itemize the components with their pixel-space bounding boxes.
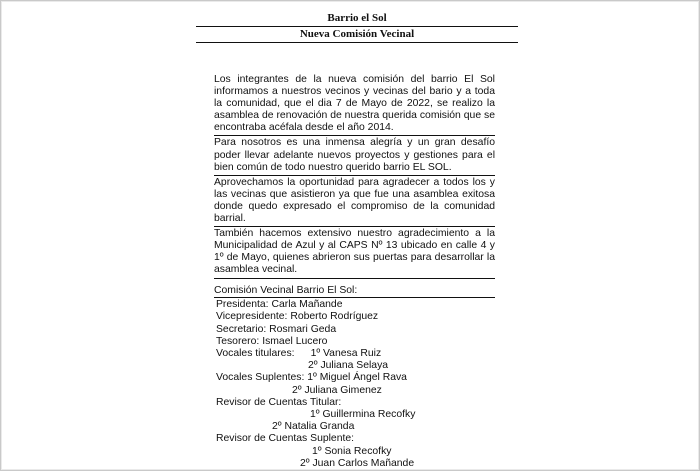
treasurer: Tesorero: Ismael Lucero [216,335,328,347]
vocales-suplentes-second: 2º Juliana Gimenez [292,384,382,396]
secretary: Secretario: Rosmari Geda [216,323,337,335]
page-subtitle: Nueva Comisión Vecinal [299,28,415,40]
president: Presidenta: Carla Mañande [216,299,343,311]
vocales-titulares-label: Vocales titulares: [216,348,295,360]
revisor-titular-second: 2º Natalia Granda [272,421,355,433]
vice-president: Vicepresidente: Roberto Rodríguez [216,311,379,323]
revisor-suplente-label: Revisor de Cuentas Suplente: [216,433,355,445]
revisor-titular-label: Revisor de Cuentas Titular: [216,396,342,408]
revisor-suplente-second: 2º Juan Carlos Mañande [300,457,415,469]
commission-title: Comisión Vecinal Barrio El Sol: [214,285,495,298]
paragraph-thanks-neighbors: Aprovechamos la oportunidad para agradecer a todos los y las vecinas que asistieron ya que fue una asamblea exitosa donde quedo expresado el compromiso de la comunidad barrial. [214,177,495,227]
paragraph-challenge: Para nosotros es una inmensa alegría y un gran desafío poder llevar adelante nuevos proyectos y gestiones para el bien común de todo nuestro querido barrio EL SOL. [214,137,495,175]
revisor-titular-first: 1º Guillermina Recofky [310,409,416,421]
page-title: Barrio el Sol [327,12,387,24]
vocales-suplentes-first: 1º Miguel Ángel Rava [307,372,407,384]
paragraph-intro: Los integrantes de la nueva comisión del barrio El Sol informamos a nuestros vecinos y vecinas del bario y a toda la comunidad, que el dia 7 de Mayo de 2022, se realizo la asamblea de renovación de nuestra querida comisión que se encontraba acéfala desde el año 2014. [214,74,495,136]
vocales-titulares-row [214,348,495,360]
header [196,10,518,43]
vocales-suplentes-label: Vocales Suplentes: [216,372,305,384]
vocales-suplentes-row [214,372,495,384]
revisor-suplente-first: 1º Sonia Recofky [312,445,392,457]
commission-list [214,285,495,470]
vocales-titulares-second: 2º Juliana Selaya [308,360,389,372]
vocales-titulares-first: 1º Vanesa Ruiz [310,348,382,360]
header-bottom-rule [196,42,518,43]
article-body [214,74,495,280]
paragraph-thanks-municipality: También hacemos extensivo nuestro agradecimiento a la Municipalidad de Azul y al CAPS Nº 13 ubicado en calle 4 y 1º de Mayo, quienes abrieron sus puertas para desarrollar la asamblea vecinal. [214,228,495,278]
